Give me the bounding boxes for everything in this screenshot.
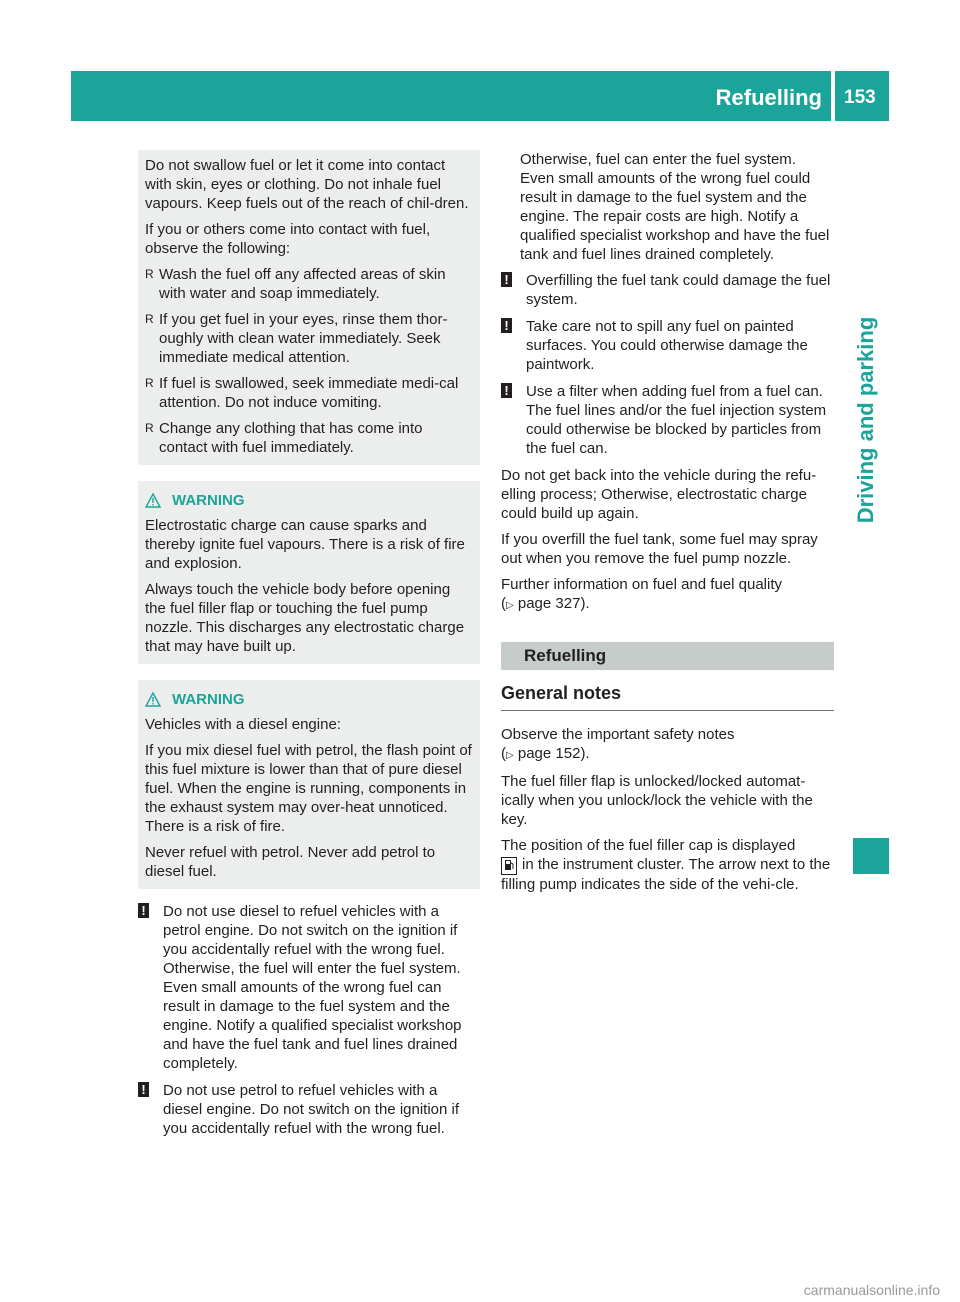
paragraph: Do not swallow fuel or let it come into contact with skin, eyes or clothing. Do not inhale fuel vapours. Keep fuels out of the reach of chil-dren. — [145, 157, 469, 212]
exclamation-icon: ! — [501, 272, 512, 287]
page-reference-link[interactable]: page 327). — [517, 595, 590, 612]
page-number: 153 — [844, 87, 876, 108]
header-divider — [831, 71, 835, 121]
page-ref-arrow-icon: ▷ — [506, 600, 514, 611]
bullet-icon: R — [145, 421, 154, 435]
subheading: General notes — [501, 682, 834, 711]
paragraph: If you overfill the fuel tank, some fuel may spray out when you remove the fuel pump nozzle. — [501, 531, 818, 567]
exclamation-icon: ! — [501, 318, 512, 333]
left-column — [138, 150, 480, 1146]
paragraph: Observe the important safety notes (▷ page 152). — [501, 726, 735, 762]
chapter-tab-label: Driving and parking — [853, 316, 878, 524]
warning-box-fuel-contact — [138, 150, 480, 465]
warning-triangle-icon — [145, 493, 161, 508]
exclamation-icon: ! — [501, 383, 512, 398]
paragraph: Otherwise, fuel can enter the fuel system. Even small amounts of the wrong fuel could result in damage to the fuel system and the engine. The repair costs are high. Notify a qualified specialist workshop and have the fuel tank and fuel lines drained completely. — [520, 151, 830, 263]
watermark: carmanualsonline.info — [803, 1282, 940, 1298]
page-reference-link[interactable]: page 152). — [517, 745, 590, 762]
warning-triangle-icon — [145, 692, 161, 707]
list-item: R If fuel is swallowed, seek immediate medi-cal attention. Do not induce vomiting. — [145, 375, 459, 411]
warning-box-diesel — [138, 680, 480, 889]
bullet-icon: R — [145, 376, 154, 390]
notice-spilling: ! Take care not to spill any fuel on painted surfaces. You could otherwise damage the paintwork. — [501, 317, 834, 374]
list-item: R Change any clothing that has come into contact with fuel immediately. — [145, 420, 423, 456]
bullet-list — [145, 265, 474, 457]
exclamation-icon: ! — [138, 1082, 149, 1097]
warning-box-electrostatic — [138, 481, 480, 664]
chapter-marker — [853, 838, 889, 874]
paragraph: Electrostatic charge can cause sparks and thereby ignite fuel vapours. There is a risk of fire and explosion. — [145, 517, 465, 572]
list-item: R Wash the fuel off any affected areas of skin with water and soap immediately. — [145, 266, 446, 302]
warning-heading: WARNING — [145, 491, 474, 510]
page-ref-arrow-icon: ▷ — [506, 750, 514, 761]
list-item: R If you get fuel in your eyes, rinse them thor-oughly with clean water immediately. Seek immediate medical attention. — [145, 311, 448, 366]
bullet-icon: R — [145, 267, 154, 281]
paragraph: The position of the fuel filler cap is displayed in the instrument cluster. The arrow next to the filling pump indicates the side of the vehi-cle. — [501, 837, 831, 893]
right-column — [501, 150, 834, 901]
section-heading: Refuelling — [501, 642, 834, 670]
chapter-tab[interactable] — [851, 300, 881, 540]
paragraph: Always touch the vehicle body before opening the fuel filler flap or touching the fuel pump nozzle. This discharges any electrostatic charge that may have built up. — [145, 581, 465, 655]
paragraph: Do not get back into the vehicle during the refu-elling process; Otherwise, electrostatic charge could build up again. — [501, 467, 817, 522]
exclamation-icon: ! — [138, 903, 149, 918]
fuel-pump-icon — [501, 857, 517, 875]
warning-heading: WARNING — [145, 690, 474, 709]
notice-diesel-in-petrol: ! Do not use diesel to refuel vehicles with a petrol engine. Do not switch on the ignition if you accidentally refuel with the wrong fuel. Otherwise, the fuel will enter the fuel system. Even small amounts of the wrong fuel can result in damage to the fuel system and the engine. Notify a qualified specialist workshop and have the fuel tank and fuel lines drained completely. — [138, 902, 480, 1073]
paragraph: Vehicles with a diesel engine: — [145, 716, 341, 733]
paragraph: Further information on fuel and fuel quality (▷ page 327). — [501, 576, 782, 612]
paragraph: If you mix diesel fuel with petrol, the flash point of this fuel mixture is lower than that of pure diesel fuel. When the engine is running, components in the exhaust system may over-heat unnoticed. There is a risk of fire. — [145, 742, 472, 835]
paragraph: If you or others come into contact with fuel, observe the following: — [145, 221, 431, 257]
notice-filter: ! Use a filter when adding fuel from a fuel can. The fuel lines and/or the fuel injection system could otherwise be blocked by particles from the fuel can. — [501, 382, 834, 458]
notice-petrol-in-diesel: ! Do not use petrol to refuel vehicles with a diesel engine. Do not switch on the ignition if you accidentally refuel with the wrong fuel. — [138, 1081, 480, 1138]
paragraph: Never refuel with petrol. Never add petrol to diesel fuel. — [145, 844, 436, 880]
bullet-icon: R — [145, 312, 154, 326]
notice-overfilling: ! Overfilling the fuel tank could damage the fuel system. — [501, 271, 834, 309]
page-title: Refuelling — [715, 85, 822, 110]
paragraph: The fuel filler flap is unlocked/locked automat-ically when you unlock/lock the vehicle with the key. — [501, 773, 813, 828]
